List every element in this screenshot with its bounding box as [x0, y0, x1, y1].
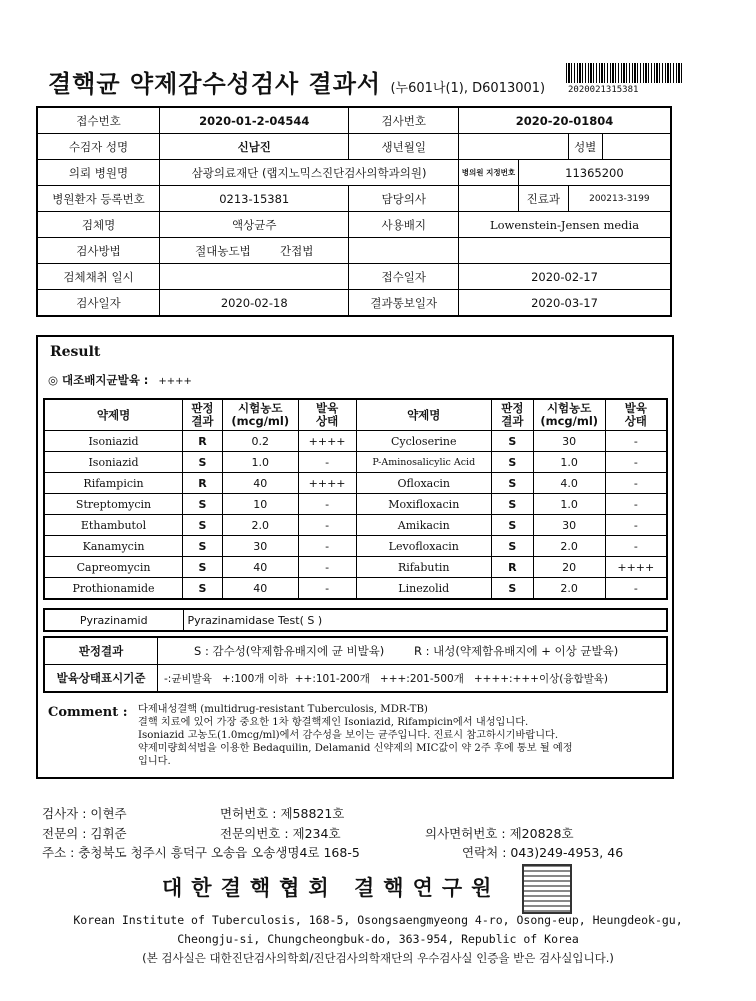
- test-concentration: 40: [222, 557, 298, 578]
- test-concentration: 40: [222, 578, 298, 600]
- judgment-result: S: [491, 431, 533, 452]
- comment-line: 결핵 치료에 있어 가장 중요한 1차 항결핵제인 Isoniazid, Rifampicin에서 내성입니다.: [138, 717, 529, 728]
- patient-name-label: 수검자 성명: [37, 134, 160, 160]
- drug-table-header: [44, 399, 667, 431]
- drug-row: [44, 494, 667, 515]
- drug-name: Amikacin: [356, 515, 491, 536]
- growth-standard: -:균비발육 +:100개 이하 ++:101-200개 +++:201-500개 ++++:+++이상(융합발육): [158, 665, 668, 693]
- patient-info-table: [36, 106, 672, 317]
- judgment-result: S: [491, 515, 533, 536]
- patient-name: 신남진: [160, 134, 349, 160]
- test-concentration: 30: [222, 536, 298, 557]
- judgment-desc: [158, 637, 668, 665]
- judgment-result: S: [183, 578, 223, 600]
- title-text: 결핵균 약제감수성검사 결과서: [48, 70, 382, 98]
- growth-status: -: [605, 473, 667, 494]
- method-indirect: 간접법: [280, 243, 314, 258]
- hospital-label: 의뢰 병원명: [37, 160, 160, 186]
- drug-name: Levofloxacin: [356, 536, 491, 557]
- drug-name: Ethambutol: [44, 515, 183, 536]
- header-judgment: 판정 결과: [183, 399, 223, 431]
- report-date: 2020-03-17: [459, 290, 671, 317]
- test-concentration: 1.0: [222, 452, 298, 473]
- growth-status: -: [605, 515, 667, 536]
- result-title: Result: [50, 344, 101, 360]
- comment-line: Isoniazid 고농도(1.0mcg/ml)에서 감수성을 보이는 균주입니다. 진료시 참고하시기바랍니다.: [138, 730, 559, 741]
- drug-name: Ofloxacin: [356, 473, 491, 494]
- test-concentration: 0.2: [222, 431, 298, 452]
- report-date-label: 결과통보일자: [349, 290, 459, 317]
- hospital-patient-no-label: 병원환자 등록번호: [37, 186, 160, 212]
- drug-name: Cycloserine: [356, 431, 491, 452]
- judgment-result: S: [183, 536, 223, 557]
- judgment-result: S: [183, 494, 223, 515]
- method-absolute: 절대농도법: [195, 243, 251, 258]
- inspector: 검사자 : 이현주: [42, 806, 127, 821]
- comment-text: [138, 703, 668, 768]
- growth-status: -: [298, 536, 356, 557]
- test-concentration: 30: [533, 431, 605, 452]
- drug-row: [44, 431, 667, 452]
- test-concentration: 1.0: [533, 494, 605, 515]
- drug-row: [44, 557, 667, 578]
- header-conc: 시험농도 (mcg/ml): [222, 399, 298, 431]
- judgment-label: 판정결과: [44, 637, 158, 665]
- drug-name: P-Aminosalicylic Acid: [356, 452, 491, 473]
- drug-name: Kanamycin: [44, 536, 183, 557]
- hospital-patient-no: 0213-15381: [160, 186, 349, 212]
- judgment-result: R: [491, 557, 533, 578]
- barcode-number: 2020021315381: [568, 85, 639, 95]
- test-concentration: 2.0: [533, 536, 605, 557]
- growth-status: ++++: [298, 431, 356, 452]
- drug-name: Moxifloxacin: [356, 494, 491, 515]
- growth-status: -: [298, 515, 356, 536]
- judgment-result: S: [183, 557, 223, 578]
- organization-english-line2: Cheongju-si, Chungcheongbuk-do, 363-954, Republic of Korea: [177, 932, 579, 946]
- birth-value: [459, 134, 569, 160]
- growth-status: -: [605, 452, 667, 473]
- institution-code-label: 병의원 지정번호: [459, 160, 519, 186]
- doctor-label: 담당의사: [349, 186, 459, 212]
- specialist-number: 전문의번호 : 제234호: [220, 826, 341, 841]
- header-growth: 발육 상태: [605, 399, 667, 431]
- legend-table: [43, 636, 668, 693]
- method-blank: [349, 238, 459, 264]
- judgment-result: S: [491, 452, 533, 473]
- growth-status: -: [298, 557, 356, 578]
- medium-value: Lowenstein-Jensen media: [459, 212, 671, 238]
- test-date: 2020-02-18: [160, 290, 349, 317]
- receive-date-label: 접수일자: [349, 264, 459, 290]
- specialist: 전문의 : 김휘준: [42, 826, 127, 841]
- judgment-result: S: [491, 494, 533, 515]
- medium-label: 사용배지: [349, 212, 459, 238]
- judgment-s: S : 감수성(약제함유배지에 균 비발육): [194, 644, 385, 658]
- test-concentration: 1.0: [533, 452, 605, 473]
- test-concentration: 20: [533, 557, 605, 578]
- specimen-value: 액상균주: [160, 212, 349, 238]
- certification-note: (본 검사실은 대한진단검사의학회/진단검사의학재단의 우수검사실 인증을 받은 검사실입니다.): [142, 951, 614, 965]
- method-value: [160, 238, 349, 264]
- sex-label: 성별: [568, 134, 602, 160]
- drug-name: Streptomycin: [44, 494, 183, 515]
- header-conc: 시험농도 (mcg/ml): [533, 399, 605, 431]
- birth-label: 생년월일: [349, 134, 459, 160]
- collect-date: [160, 264, 349, 290]
- pyrazinamide-table: [43, 608, 668, 632]
- organization-korean: 대한결핵협회 결핵연구원: [162, 875, 501, 900]
- judgment-result: R: [183, 473, 223, 494]
- growth-status: -: [605, 578, 667, 600]
- contact: 연락처 : 043)249-4953, 46: [462, 845, 624, 860]
- test-concentration: 30: [533, 515, 605, 536]
- receipt-no: 2020-01-2-04544: [160, 107, 349, 134]
- department-label: 진료과: [518, 186, 568, 212]
- growth-status: -: [605, 536, 667, 557]
- pza-label: Pyrazinamid: [44, 609, 183, 631]
- drug-name: Capreomycin: [44, 557, 183, 578]
- license-number: 면허번호 : 제58821호: [220, 806, 345, 821]
- drug-name: Isoniazid: [44, 431, 183, 452]
- growth-standard-label: 발육상태표시기준: [44, 665, 158, 693]
- growth-status: -: [298, 494, 356, 515]
- drug-name: Prothionamide: [44, 578, 183, 600]
- test-date-label: 검사일자: [37, 290, 160, 317]
- header-drug: 약제명: [356, 399, 491, 431]
- comment-line: 입니다.: [138, 756, 171, 767]
- judgment-r: R : 내성(약제함유배지에 + 이상 균발육): [413, 644, 619, 658]
- control-growth-label: ◎ 대조배지균발육 :: [48, 373, 149, 387]
- department-value: 200213-3199: [568, 186, 671, 212]
- drug-row: [44, 473, 667, 494]
- document-title: [48, 64, 545, 99]
- growth-status: ++++: [298, 473, 356, 494]
- hospital-name: 삼광의료재단 (랩지노믹스진단검사의학과의원): [160, 160, 459, 186]
- receive-date: 2020-02-17: [459, 264, 671, 290]
- comment-line: 약제미량희석법을 이용한 Bedaquilin, Delamanid 신약제의 MIC값이 약 2주 후에 통보 될 예정: [138, 743, 573, 754]
- drug-name: Rifampicin: [44, 473, 183, 494]
- test-concentration: 2.0: [222, 515, 298, 536]
- sex-value: [602, 134, 671, 160]
- judgment-result: R: [183, 431, 223, 452]
- header-growth: 발육 상태: [298, 399, 356, 431]
- address: 주소 : 충청북도 청주시 흥덕구 오송읍 오송생명4로 168-5: [42, 845, 360, 860]
- growth-status: -: [298, 452, 356, 473]
- control-growth-value: ++++: [158, 376, 192, 387]
- comment-line: 다제내성결핵 (multidrug-resistant Tuberculosis, MDR-TB): [138, 704, 428, 715]
- judgment-result: S: [183, 452, 223, 473]
- collect-date-label: 검체채취 일시: [37, 264, 160, 290]
- drug-name: Rifabutin: [356, 557, 491, 578]
- growth-status: -: [605, 494, 667, 515]
- method-label: 검사방법: [37, 238, 160, 264]
- header-judgment: 판정 결과: [491, 399, 533, 431]
- control-growth: [48, 372, 192, 388]
- test-concentration: 2.0: [533, 578, 605, 600]
- drug-name: Linezolid: [356, 578, 491, 600]
- institution-code: 11365200: [518, 160, 671, 186]
- drug-susceptibility-table: [43, 398, 668, 600]
- pza-value: Pyrazinamidase Test( S ): [183, 609, 667, 631]
- test-concentration: 10: [222, 494, 298, 515]
- header-drug: 약제명: [44, 399, 183, 431]
- receipt-no-label: 접수번호: [37, 107, 160, 134]
- judgment-result: S: [491, 578, 533, 600]
- growth-status: -: [298, 578, 356, 600]
- doctor-license: 의사면허번호 : 제20828호: [425, 826, 574, 841]
- judgment-result: S: [491, 473, 533, 494]
- method-blank-2: [459, 238, 671, 264]
- test-concentration: 40: [222, 473, 298, 494]
- test-no-label: 검사번호: [349, 107, 459, 134]
- judgment-result: S: [183, 515, 223, 536]
- drug-row: [44, 452, 667, 473]
- organization-english-line1: Korean Institute of Tuberculosis, 168-5, Osongsaengmyeong 4-ro, Osong-eup, Heungdeok-gu,: [73, 913, 683, 927]
- doctor-value: [459, 186, 519, 212]
- drug-row: [44, 536, 667, 557]
- official-seal: [522, 864, 572, 914]
- drug-name: Isoniazid: [44, 452, 183, 473]
- growth-status: ++++: [605, 557, 667, 578]
- growth-status: -: [605, 431, 667, 452]
- comment-label: Comment :: [48, 705, 128, 720]
- barcode: [566, 63, 682, 83]
- specimen-label: 검체명: [37, 212, 160, 238]
- judgment-result: S: [491, 536, 533, 557]
- drug-row: [44, 578, 667, 600]
- title-code: (누601나(1), D6013001): [390, 81, 546, 96]
- drug-row: [44, 515, 667, 536]
- test-no: 2020-20-01804: [459, 107, 671, 134]
- test-concentration: 4.0: [533, 473, 605, 494]
